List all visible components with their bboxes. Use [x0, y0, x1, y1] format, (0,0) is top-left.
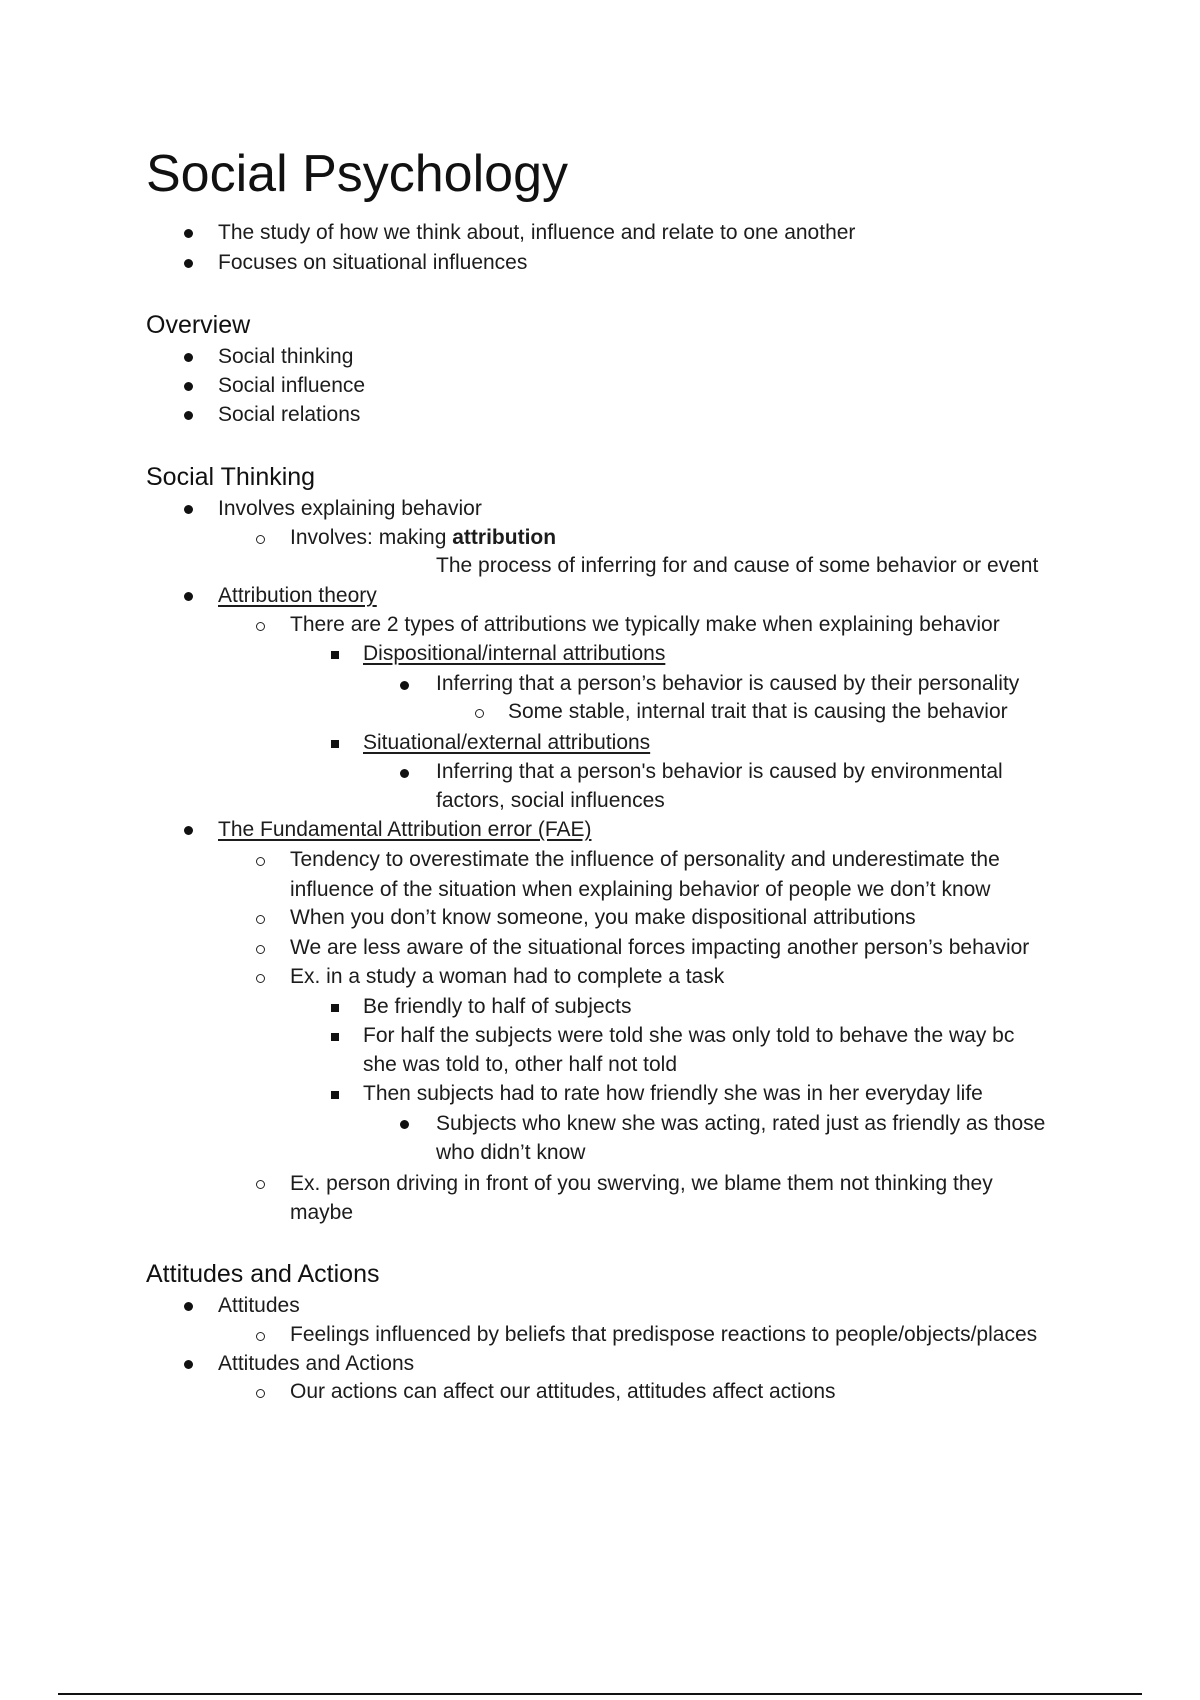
list-item: Social influence — [218, 374, 366, 397]
bullet-square — [331, 1091, 339, 1099]
list-item: Ex. person driving in front of you swerving, we blame them not thinking they — [290, 1172, 993, 1195]
bullet-circle — [256, 915, 265, 924]
list-item — [290, 524, 556, 552]
bullet-circle — [256, 1180, 265, 1189]
bullet-dot — [184, 382, 193, 391]
bullet-circle — [256, 1332, 265, 1341]
bullet-dot — [184, 1360, 193, 1369]
list-item: Inferring that a person’s behavior is caused by their personality — [436, 672, 1020, 695]
list-item: Focuses on situational influences — [218, 251, 528, 274]
list-item: Be friendly to half of subjects — [363, 995, 632, 1018]
bullet-dot — [184, 229, 193, 238]
list-item: Involves explaining behavior — [218, 497, 482, 520]
list-item: Subjects who knew she was acting, rated just as friendly as those — [436, 1112, 1046, 1135]
bullet-circle — [256, 974, 265, 983]
attribution-definition: The process of inferring for and cause of some behavior or event — [436, 554, 1039, 577]
list-item-continuation: she was told to, other half not told — [363, 1053, 678, 1076]
bullet-square — [331, 740, 339, 748]
bullet-dot — [400, 769, 409, 778]
bullet-dot — [184, 826, 193, 835]
list-item: Social thinking — [218, 345, 354, 368]
list-item: We are less aware of the situational forces impacting another person’s behavior — [290, 936, 1030, 959]
bullet-dot — [400, 1120, 409, 1129]
attribution-term: attribution — [452, 526, 557, 549]
list-item-continuation: factors, social influences — [436, 789, 665, 812]
bullet-circle — [256, 1389, 265, 1398]
bullet-square — [331, 1004, 339, 1012]
list-item-continuation: influence of the situation when explaining behavior of people we don’t know — [290, 878, 991, 901]
bullet-dot — [184, 259, 193, 268]
bullet-dot — [184, 353, 193, 362]
list-item: Social relations — [218, 403, 361, 426]
list-item: Feelings influenced by beliefs that predispose reactions to people/objects/places — [290, 1323, 1038, 1346]
bullet-circle — [256, 945, 265, 954]
fae-label: The Fundamental Attribution error (FAE) — [218, 818, 592, 841]
list-item: When you don’t know someone, you make dispositional attributions — [290, 906, 916, 929]
bullet-dot — [184, 505, 193, 514]
list-item: For half the subjects were told she was only told to behave the way bc — [363, 1024, 1015, 1047]
bullet-circle — [475, 709, 484, 718]
list-item: Tendency to overestimate the influence of personality and underestimate the — [290, 848, 1000, 871]
bullet-square — [331, 1033, 339, 1041]
social-thinking-heading: Social Thinking — [146, 463, 316, 491]
dispositional-label: Dispositional/internal attributions — [363, 642, 666, 665]
attribution-prefix: Involves: making — [290, 526, 453, 549]
bullet-dot — [184, 1302, 193, 1311]
list-item: There are 2 types of attributions we typically make when explaining behavior — [290, 613, 1000, 636]
list-item: The study of how we think about, influence and relate to one another — [218, 221, 856, 244]
bullet-dot — [184, 411, 193, 420]
list-item: Inferring that a person's behavior is caused by environmental — [436, 760, 1003, 783]
list-item: Attitudes — [218, 1294, 300, 1317]
list-item: Attitudes and Actions — [218, 1352, 415, 1375]
list-item-continuation: maybe — [290, 1201, 354, 1224]
bullet-dot — [184, 592, 193, 601]
list-item-continuation: who didn’t know — [436, 1141, 586, 1164]
bullet-circle — [256, 535, 265, 544]
attribution-theory-label: Attribution theory — [218, 584, 377, 607]
list-item: Then subjects had to rate how friendly she was in her everyday life — [363, 1082, 983, 1105]
list-item: Our actions can affect our attitudes, attitudes affect actions — [290, 1380, 836, 1403]
bullet-dot — [400, 681, 409, 690]
situational-label: Situational/external attributions — [363, 731, 651, 754]
page-title: Social Psychology — [146, 145, 568, 203]
list-item: Ex. in a study a woman had to complete a task — [290, 965, 725, 988]
bullet-square — [331, 651, 339, 659]
overview-heading: Overview — [146, 311, 251, 339]
attitudes-heading: Attitudes and Actions — [146, 1260, 380, 1288]
page-bottom-rule — [58, 1693, 1142, 1695]
list-item: Some stable, internal trait that is causing the behavior — [508, 700, 1008, 723]
bullet-circle — [256, 622, 265, 631]
bullet-circle — [256, 857, 265, 866]
